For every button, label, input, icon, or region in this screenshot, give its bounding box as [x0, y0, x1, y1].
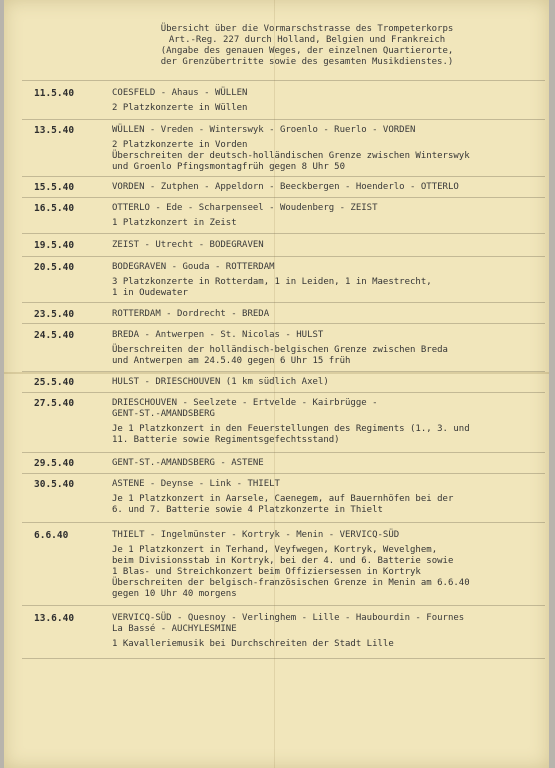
entry-route: COESFELD - Ahaus - WÜLLEN: [112, 88, 248, 98]
entry-date: 25.5.40: [34, 377, 75, 388]
row-divider: [22, 473, 545, 474]
row-divider: [22, 176, 545, 177]
entry-date: 13.5.40: [34, 125, 75, 136]
row-divider: [22, 658, 545, 659]
row-divider: [22, 323, 545, 324]
row-divider: [22, 197, 545, 198]
entry-note: 1 Platzkonzert in Zeist: [112, 218, 237, 228]
entry-route: ZEIST - Utrecht - BODEGRAVEN: [112, 240, 264, 250]
entry-note: Je 1 Platzkonzert in Aarsele, Caenegem, auf Bauernhöfen bei der 6. und 7. Batterie sowie 4 Platzkonzerte in Thielt: [112, 494, 454, 515]
row-divider: [22, 522, 545, 523]
entry-note: 3 Platzkonzerte in Rotterdam, 1 in Leiden, 1 in Maestrecht, 1 in Oudewater: [112, 277, 432, 298]
entry-note: Je 1 Platzkonzert in den Feuerstellungen des Regiments (1., 3. und 11. Batterie sowie Regimentsgefechtsstand): [112, 424, 470, 445]
entry-route: OTTERLO - Ede - Scharpenseel - Woudenberg - ZEIST: [112, 203, 378, 213]
row-divider: [22, 371, 545, 372]
entry-date: 30.5.40: [34, 479, 75, 490]
entry-date: 6.6.40: [34, 530, 69, 541]
entry-note: 2 Platzkonzerte in Vorden Überschreiten der deutsch-holländischen Grenze zwischen Winterswyk und Groenlo Pfingsmontagfrüh gegen 8 Uhr 50: [112, 140, 470, 172]
entry-note: Überschreiten der holländisch-belgischen Grenze zwischen Breda und Antwerpen am 24.5.40 gegen 6 Uhr 15 früh: [112, 345, 448, 366]
document-header: [112, 24, 502, 68]
document-sheet: [4, 0, 549, 768]
header-line-1: Übersicht über die Vormarschstrasse des Trompeterkorps: [160, 24, 454, 34]
entry-date: 24.5.40: [34, 330, 75, 341]
entry-route: VORDEN - Zutphen - Appeldorn - Beeckbergen - Hoenderlo - OTTERLO: [112, 182, 459, 192]
row-divider: [22, 80, 545, 81]
entry-route: WÜLLEN - Vreden - Winterswyk - Groenlo - Ruerlo - VORDEN: [112, 125, 416, 135]
entry-date: 27.5.40: [34, 398, 75, 409]
row-divider: [22, 452, 545, 453]
row-divider: [22, 392, 545, 393]
header-line-3: (Angabe des genauen Weges, der einzelnen Quartierorte,: [160, 46, 454, 56]
entry-route: HULST - DRIESCHOUVEN (1 km südlich Axel): [112, 377, 329, 387]
entry-note: Je 1 Platzkonzert in Terhand, Veyfwegen, Kortryk, Wevelghem, beim Divisionsstab in Kortryk, bei der 4. und 6. Batterie sowie 1 Blas- und Streichkonzert beim Offiziersessen in Kortryk Überschreiten der belgisch-französischen Grenze in Menin am 6.6.40 gegen 10 Uhr 40 morgens: [112, 545, 470, 599]
entry-date: 13.6.40: [34, 613, 75, 624]
entry-date: 19.5.40: [34, 240, 75, 251]
entry-note: 1 Kavalleriemusik bei Durchschreiten der Stadt Lille: [112, 639, 394, 649]
row-divider: [22, 605, 545, 606]
entry-date: 16.5.40: [34, 203, 75, 214]
entry-route: GENT-ST.-AMANDSBERG - ASTENE: [112, 458, 264, 468]
entry-route: BREDA - Antwerpen - St. Nicolas - HULST: [112, 330, 324, 340]
entry-route: ASTENE - Deynse - Link - THIELT: [112, 479, 280, 489]
entry-date: 20.5.40: [34, 262, 75, 273]
row-divider: [22, 302, 545, 303]
entry-note: 2 Platzkonzerte in Wüllen: [112, 103, 248, 113]
entry-date: 11.5.40: [34, 88, 75, 99]
header-line-2: Art.-Reg. 227 durch Holland, Belgien und Frankreich: [168, 35, 446, 45]
row-divider: [22, 256, 545, 257]
entry-route: THIELT - Ingelmünster - Kortryk - Menin - VERVICQ-SÜD: [112, 530, 400, 540]
entry-route: BODEGRAVEN - Gouda - ROTTERDAM: [112, 262, 275, 272]
entry-route: VERVICQ-SÜD - Quesnoy - Verlinghem - Lille - Haubourdin - Fournes La Bassé - AUCHYLESMINE: [112, 613, 465, 634]
entry-date: 15.5.40: [34, 182, 75, 193]
header-line-4: der Grenzübertritte sowie des gesamten Musikdienstes.): [160, 57, 454, 67]
entry-date: 29.5.40: [34, 458, 75, 469]
entry-route: DRIESCHOUVEN - Seelzete - Ertvelde - Kairbrügge - GENT-ST.-AMANDSBERG: [112, 398, 378, 419]
row-divider: [22, 233, 545, 234]
entry-route: ROTTERDAM - Dordrecht - BREDA: [112, 309, 270, 319]
entry-date: 23.5.40: [34, 309, 75, 320]
row-divider: [22, 119, 545, 120]
